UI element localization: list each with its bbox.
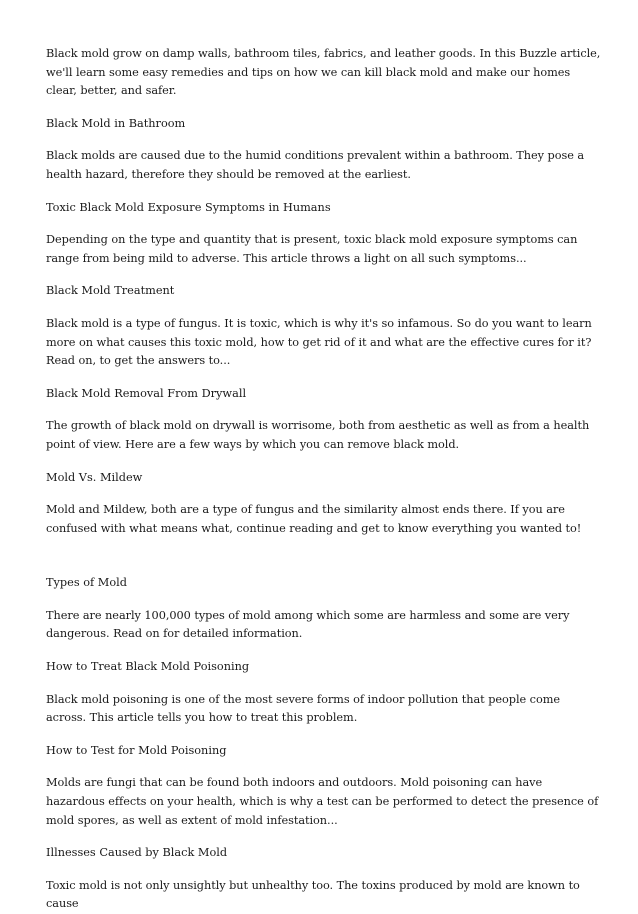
- section-heading: How to Treat Black Mold Poisoning: [46, 660, 250, 674]
- section-heading: Black Mold in Bathroom: [46, 116, 186, 130]
- intro-paragraph: Black mold grow on damp walls, bathroom tiles, fabrics, and leather goods. In this Buzzle article, we'll learn some easy remedies and tips on how we can kill black mold and make our homes clear, better, and safer.: [46, 47, 601, 98]
- section-body: Depending on the type and quantity that is present, toxic black mold exposure symptoms can range from being mild to adverse. This article throws a light on all such symptoms...: [46, 233, 578, 265]
- section-heading: Types of Mold: [46, 576, 128, 590]
- section-body: The growth of black mold on drywall is worrisome, both from aesthetic as well as from a health point of view. Here are a few ways by which you can remove black mold.: [46, 419, 590, 451]
- document-page: [46, 45, 602, 914]
- section-heading: Black Mold Treatment: [46, 284, 175, 298]
- section-body: Black mold is a type of fungus. It is toxic, which is why it's so infamous. So do you want to learn more on what causes this toxic mold, how to get rid of it and what are the effective cures for it? Read on, to get the answers to...: [46, 316, 592, 368]
- section-body: Toxic mold is not only unsightly but unhealthy too. The toxins produced by mold are known to cause: [46, 878, 580, 911]
- section-body: Molds are fungi that can be found both indoors and outdoors. Mold poisoning can have hazardous effects on your health, which is why a test can be performed to detect the presence of mold spores, as well as extent of mold infestation...: [46, 776, 599, 827]
- section-heading: Toxic Black Mold Exposure Symptoms in Humans: [46, 200, 331, 214]
- section-heading: How to Test for Mold Poisoning: [46, 743, 227, 757]
- section-body: Black mold poisoning is one of the most severe forms of indoor pollution that people come across. This article tells you how to treat this problem.: [46, 692, 561, 725]
- section-body: Black molds are caused due to the humid conditions prevalent within a bathroom. They pose a health hazard, therefore they should be removed at the earliest.: [46, 149, 585, 181]
- section-heading: Mold Vs. Mildew: [46, 470, 143, 484]
- section-heading: Illnesses Caused by Black Mold: [46, 846, 228, 860]
- section-heading: Black Mold Removal From Drywall: [46, 386, 247, 400]
- section-body: There are nearly 100,000 types of mold among which some are harmless and some are very dangerous. Read on for detailed information.: [46, 608, 570, 641]
- section-body: Mold and Mildew, both are a type of fungus and the similarity almost ends there. If you are confused with what means what, continue reading and get to know everything you wanted to!: [46, 503, 582, 535]
